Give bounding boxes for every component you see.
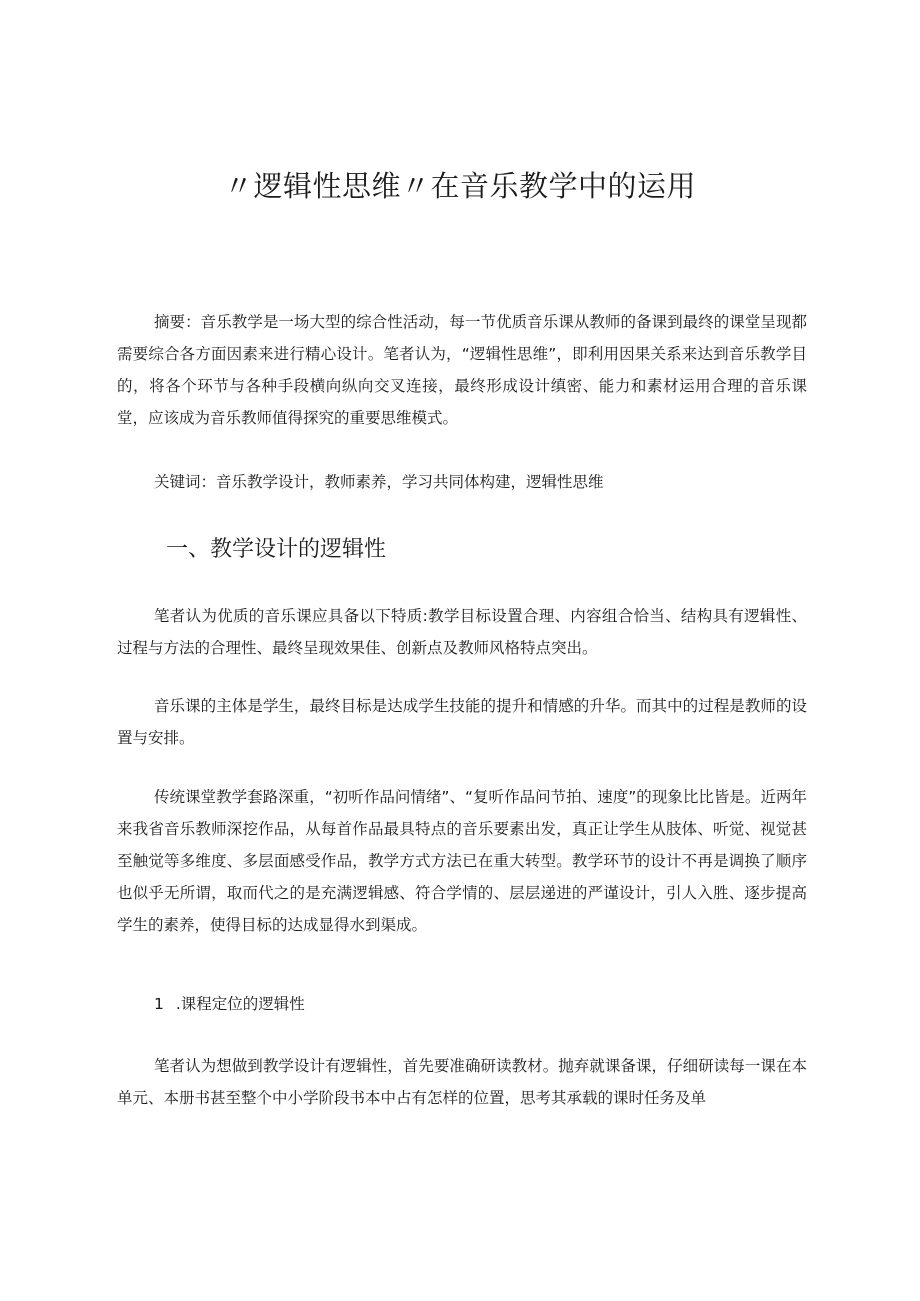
- section-heading: 一、教学设计的逻辑性: [166, 537, 387, 562]
- document-title: 〃逻辑性思维〃在音乐教学中的运用: [223, 169, 696, 203]
- subsection-heading: [154, 990, 305, 1018]
- body-paragraph: 音乐课的主体是学生，最终目标是达成学生技能的提升和情感的升华。而其中的过程是教师的设置与安排。: [117, 697, 807, 747]
- keywords-paragraph: 关键词：音乐教学设计，教师素养，学习共同体构建，逻辑性思维: [154, 473, 604, 491]
- abstract-paragraph: 摘要：音乐教学是一场大型的综合性活动，每一节优质音乐课从教师的备课到最终的课堂呈现都需要综合各方面因素来进行精心设计。笔者认为，“逻辑性思维”，即利用因果关系来达到音乐教学目的，将各个环节与各种手段横向纵向交叉连接，最终形成设计缜密、能力和素材运用合理的音乐课堂，应该成为音乐教师值得探究的重要思维模式。: [117, 313, 807, 427]
- body-paragraph: 传统课堂教学套路深重，“初听作品问情绪”、“复听作品问节拍、速度”的现象比比皆是。近两年来我省音乐教师深挖作品，从每首作品最具特点的音乐要素出发，真正让学生从肢体、听觉、视觉甚至触觉等多维度、多层面感受作品，教学方式方法已在重大转型。教学环节的设计不再是调换了顺序也似乎无所谓，取而代之的是充满逻辑感、符合学情的、层层递进的严谨设计，引人入胜、逐步提高学生的素养，使得目标的达成显得水到渠成。: [117, 788, 807, 934]
- body-paragraph: 笔者认为想做到教学设计有逻辑性，首先要准确研读教材。抛弃就课备课，仔细研读每一课在本单元、本册书甚至整个中小学阶段书本中占有怎样的位置，思考其承载的课时任务及单: [117, 1057, 807, 1107]
- subsection-number: 1: [154, 995, 164, 1013]
- body-paragraph: 笔者认为优质的音乐课应具备以下特质:教学目标设置合理、内容组合恰当、结构具有逻辑性、过程与方法的合理性、最终呈现效果佳、创新点及教师风格特点突出。: [117, 607, 807, 657]
- subsection-heading-text: .课程定位的逻辑性: [175, 995, 305, 1013]
